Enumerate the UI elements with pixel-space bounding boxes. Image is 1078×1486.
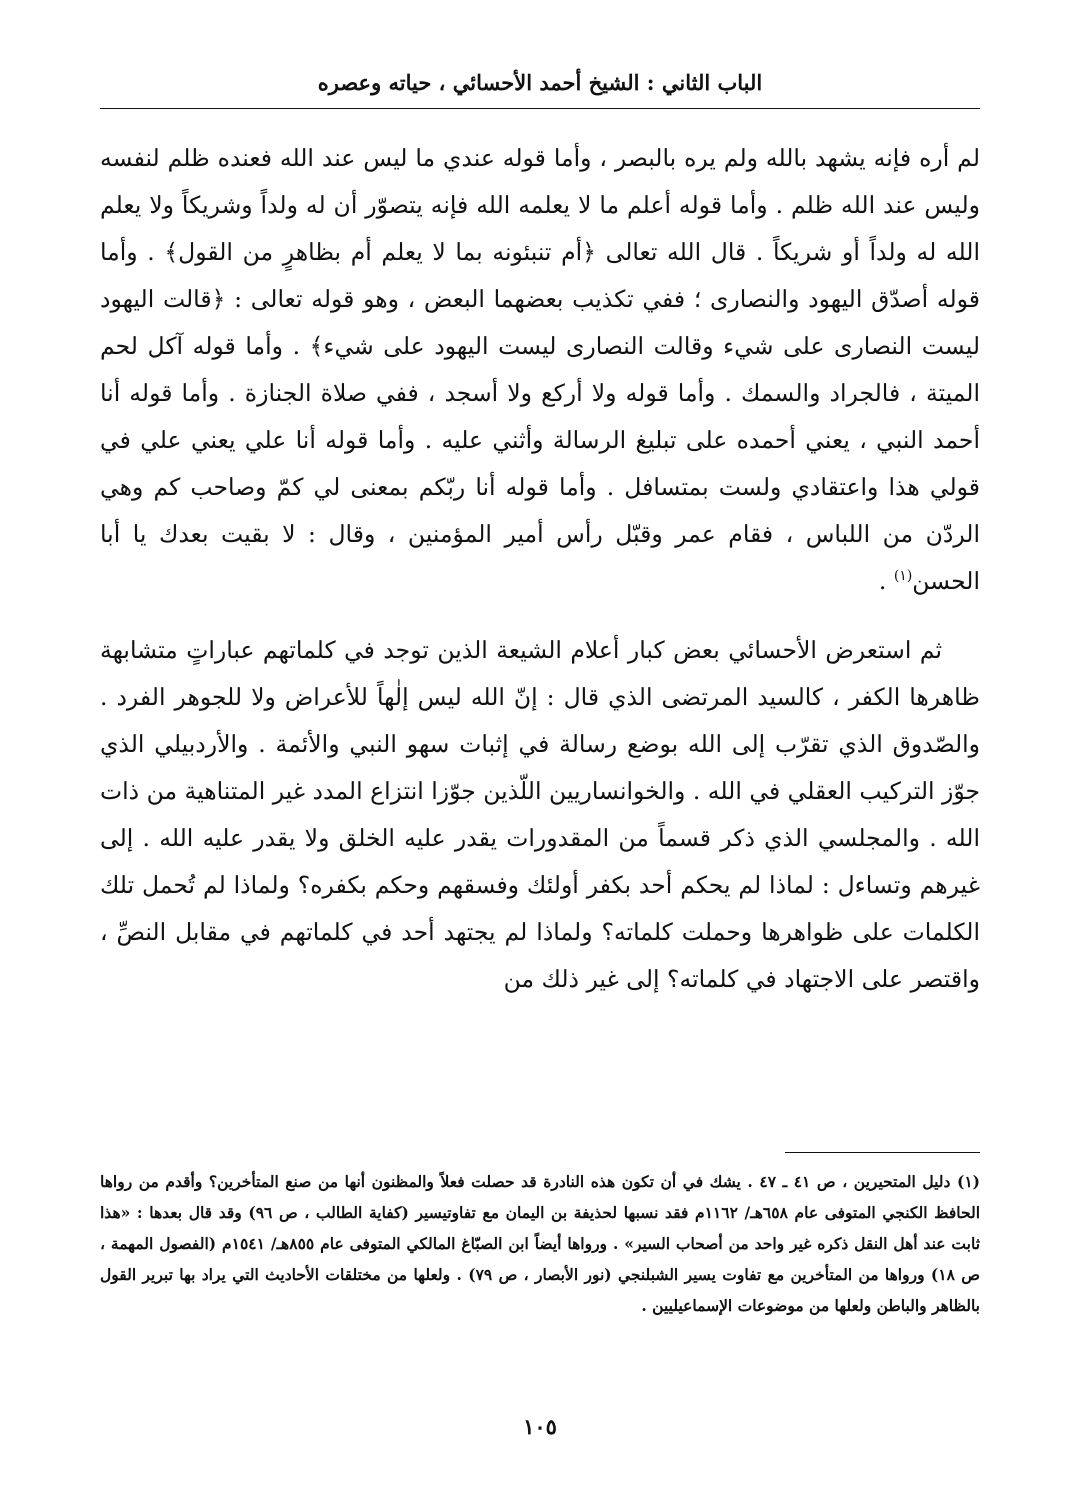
running-header-title: الباب الثاني : الشيخ أحمد الأحسائي ، حياته وعصره: [317, 70, 763, 95]
paragraph-1: [100, 135, 980, 605]
footnote-reference: (١): [893, 568, 913, 585]
main-text: [100, 135, 980, 1003]
page-number: ١٠٥: [523, 1414, 557, 1439]
book-page: [100, 0, 980, 1486]
footnote-text: دليل المتحيرين ، ص ٤١ ـ ٤٧ . يشك في أن تكون هذه النادرة قد حصلت فعلاً والمظنون أنها من صنع المتأخرين؟ وأقدم من رواها الحافظ الكنجي المتوفى عام ٦٥٨هـ/ ١١٦٢م فقد نسبها لحذيفة بن اليمان مع تفاوتيسير (كفاية الطالب ، ص ٩٦) وقد قال بعدها : «هذا ثابت عند أهل النقل ذكره غير واحد من أصحاب السير» . ورواها أيضاً ابن الصبّاغ المالكي المتوفى عام ٨٥٥هـ/ ١٥٤١م (الفصول المهمة ، ص ١٨) ورواها من المتأخرين مع تفاوت يسير الشبلنجي (نور الأبصار ، ص ٧٩) . ولعلها من مختلقات الأحاديث التي يراد بها تبرير القول بالظاهر والباطن ولعلها من موضوعات الإسماعيليين .: [100, 1172, 981, 1315]
paragraph-1-end: .: [878, 567, 894, 595]
footnote-marker: (١): [956, 1172, 980, 1191]
paragraph-1-text: لم أره فإنه يشهد بالله ولم يره بالبصر ، وأما قوله عندي ما ليس عند الله فعنده ظلم لنفسه وليس عند الله ظلم . وأما قوله أعلم ما لا يعلمه الله فإنه يتصوّر أن له ولداً وشريكاً ولا يعلم الله له ولداً أو شريكاً . قال الله تعالى ﴿أم تنبئونه بما لا يعلم أم بظاهرٍ من القول﴾ . وأما قوله أصدّق اليهود والنصارى ؛ ففي تكذيب بعضهما البعض ، وهو قوله تعالى : ﴿قالت اليهود ليست النصارى على شيء وقالت النصارى ليست اليهود على شيء﴾ . وأما قوله آكل لحم الميتة ، فالجراد والسمك . وأما قوله ولا أركع ولا أسجد ، ففي صلاة الجنازة . وأما قوله أنا أحمد النبي ، يعني أحمده على تبليغ الرسالة وأثني عليه . وأما قوله أنا علي يعني علي في قولي هذا واعتقادي ولست بمتسافل . وأما قوله أنا ربّكم بمعنى لي كمّ وصاحب كم وهي الردّن من اللباس ، فقام عمر وقبّل رأس أمير المؤمنين ، وقال : لا بقيت بعدك يا أبا الحسن: [100, 144, 980, 595]
footnote-1: [100, 1166, 980, 1321]
footnote-rule: [785, 1152, 980, 1153]
header-rule: [100, 108, 980, 109]
paragraph-2: ثم استعرض الأحسائي بعض كبار أعلام الشيعة الذين توجد في كلماتهم عباراتٍ متشابهة ظاهرها الكفر ، كالسيد المرتضى الذي قال : إنّ الله ليس إلٰهاً للأعراض ولا للجوهر الفرد . والصّدوق الذي تقرّب إلى الله بوضع رسالة في إثبات سهو النبي والأئمة . والأردبيلي الذي جوّز التركيب العقلي في الله . والخوانساريين اللّذين جوّزا انتزاع المدد غير المتناهية من ذات الله . والمجلسي الذي ذكر قسماً من المقدورات يقدر عليه الخلق ولا يقدر عليه الله . إلى غيرهم وتساءل : لماذا لم يحكم أحد بكفر أولئك وفسقهم وحكم بكفره؟ ولماذا لم تُحمل تلك الكلمات على ظواهرها وحملت كلماته؟ ولماذا لم يجتهد أحد في كلماتهم في مقابل النصِّ ، واقتصر على الاجتهاد في كلماته؟ إلى غير ذلك من: [100, 636, 980, 993]
